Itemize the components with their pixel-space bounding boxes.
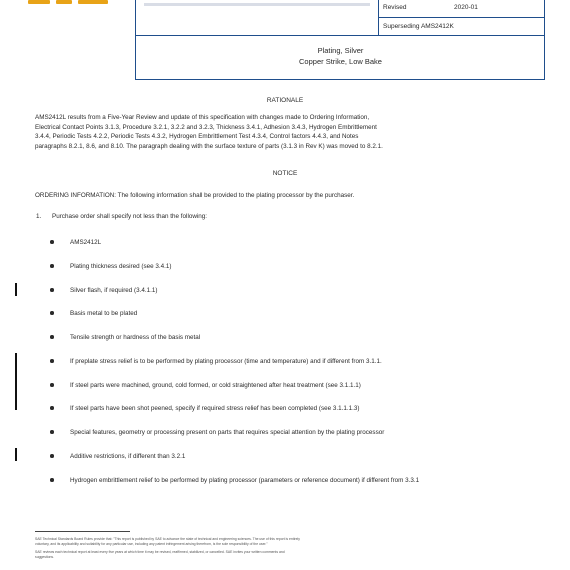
list-item (36, 213, 207, 220)
revision-change-bar (15, 353, 17, 410)
sae-logo-fragment (0, 0, 120, 6)
footer-text: SAE reviews each technical report at least every five years at which time it may be revised, reaffirmed, stabilized, or cancelled. SAE invites your written comments and (35, 550, 285, 554)
revised-label: Revised (383, 4, 407, 11)
bullet-text: Plating thickness desired (see 3.4.1) (70, 263, 172, 270)
list-number: 1. (36, 213, 42, 220)
bullet-icon (50, 406, 54, 410)
header-title-fragment (144, 3, 370, 11)
bullet-icon (50, 264, 54, 268)
bullet-icon (50, 478, 54, 482)
revision-change-bar (15, 448, 17, 461)
superseding-label: Superseding AMS2412K (383, 23, 454, 30)
bullet-text: If preplate stress relief is to be performed by plating processor (time and temperature) and if different from 3.1.1. (70, 358, 382, 365)
bullet-text: Tensile strength or hardness of the basis metal (70, 334, 201, 341)
bullet-text: If steel parts have been shot peened, specify if required stress relief has been completed (see 3.1.1.1.3) (70, 405, 360, 412)
rationale-line: AMS2412L results from a Five-Year Review and update of this specification with changes made to Ordering Information, (35, 114, 370, 121)
bullet-text: Additive restrictions, if different than 3.2.1 (70, 453, 186, 460)
rationale-heading: RATIONALE (266, 97, 304, 104)
ordering-information: ORDERING INFORMATION: The following information shall be provided to the plating processor by the purchaser. (35, 192, 355, 199)
revision-change-bar (15, 283, 17, 296)
bullet-text: If steel parts were machined, ground, cold formed, or cold straightened after heat treatment (see 3.1.1.1) (70, 382, 361, 389)
rationale-line: paragraphs 8.2.1, 8.6, and 8.10. The paragraph dealing with the surface texture of parts (3.1.3 in Rev K) was moved to 8.2.1. (35, 142, 383, 150)
footer-text: SAE Technical Standards Board Rules provide that: "This report is published by SAE to advance the state of technical and engineering sciences. The use of this report is entirely (35, 537, 300, 541)
bullet-icon (50, 335, 54, 339)
footer-divider (35, 531, 130, 532)
bullet-text: Hydrogen embrittlement relief to be performed by plating processor (parameters or reference document) if different from 3.3.1 (70, 477, 420, 484)
header-divider (378, 17, 545, 18)
footer-text: suggestions. (35, 555, 55, 559)
revised-date: 2020-01 (454, 4, 478, 11)
header-divider (136, 35, 545, 36)
bullet-icon (50, 430, 54, 434)
document-subtitle: Copper Strike, Low Bake (299, 57, 382, 66)
rationale-line: Electrical Contact Points 3.1.3, Procedure 3.2.1, 3.2.2 and 3.2.3, Thickness 3.4.1, Adhesion 3.4.3, Hydrogen Embrittlement (35, 123, 377, 131)
bullet-icon (50, 454, 54, 458)
bullet-icon (50, 311, 54, 315)
list-item-text: Purchase order shall specify not less than the following: (52, 213, 208, 220)
document-title: Plating, Silver (317, 46, 364, 55)
notice-heading: NOTICE (272, 170, 298, 177)
bullet-icon (50, 240, 54, 244)
rationale-paragraph (35, 113, 545, 151)
bullet-icon (50, 359, 54, 363)
bullet-icon (50, 383, 54, 387)
bullet-text: Special features, geometry or processing present on parts that requires special attention by the plating processor (70, 429, 385, 436)
bullet-icon (50, 288, 54, 292)
document-header-box (135, 0, 545, 80)
rationale-line: 3.4.4, Periodic Tests 4.2.2, Periodic Tests 4.3.2, Hydrogen Embrittlement Test 4.3.4, Control factors 4.4.3, and Notes (35, 133, 359, 140)
bullet-text: Basis metal to be plated (70, 310, 138, 317)
bullet-text: AMS2412L (70, 239, 102, 246)
bullet-text: Silver flash, if required (3.4.1.1) (70, 287, 158, 294)
footer-text: voluntary, and its applicability and suitability for any particular use, including any patent infringement arising therefrom, is the sole responsibility of the user." (35, 542, 268, 546)
